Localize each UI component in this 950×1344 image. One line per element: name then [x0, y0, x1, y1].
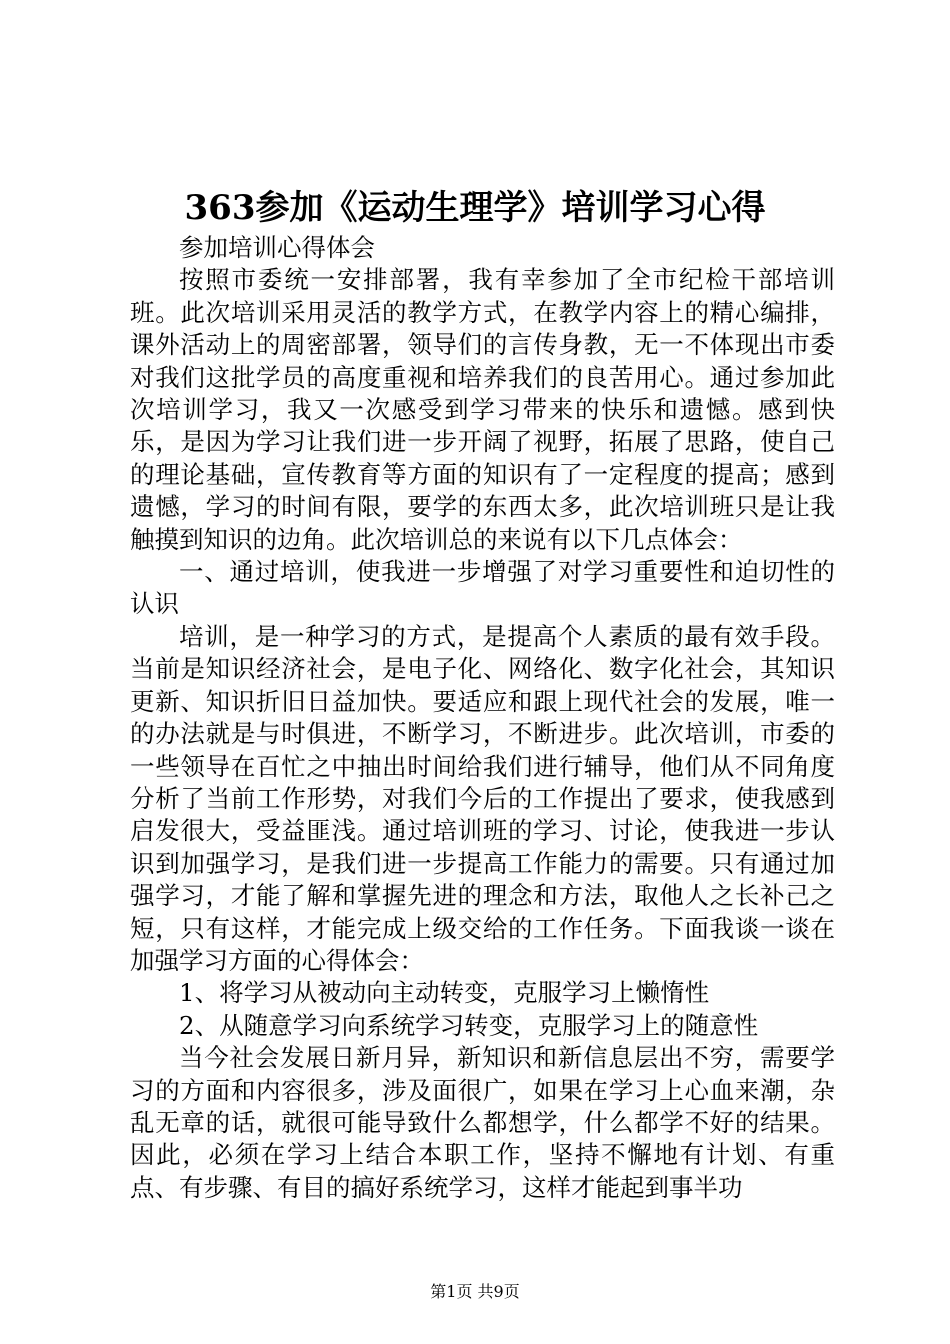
page-number-footer: 第1页 共9页	[430, 1282, 520, 1301]
document-body	[130, 232, 835, 1204]
section-heading: 一、通过培训，使我进一步增强了对学习重要性和迫切性的认识	[130, 557, 835, 619]
document-title: 363参加《运动生理学》培训学习心得	[184, 188, 766, 228]
paragraph: 按照市委统一安排部署，我有幸参加了全市纪检干部培训班。此次培训采用灵活的教学方式，在教学内容上的精心编排，课外活动上的周密部署，领导们的言传身教，无一不体现出市委对我们这批学员的高度重视和培养我们的良苦用心。通过参加此次培训学习，我又一次感受到学习带来的快乐和遗憾。感到快乐，是因为学习让我们进一步开阔了视野，拓展了思路，使自己的理论基础，宣传教育等方面的知识有了一定程度的提高；感到遗憾，学习的时间有限，要学的东西太多，此次培训班只是让我触摸到知识的边角。此次培训总的来说有以下几点体会：	[130, 265, 835, 554]
paragraph-heading: 参加培训心得体会	[179, 233, 375, 262]
paragraph: 当今社会发展日新月异，新知识和新信息层出不穷，需要学习的方面和内容很多，涉及面很广，如果在学习上心血来潮，杂乱无章的话，就很可能导致什么都想学，什么都学不好的结果。因此，必须在学习上结合本职工作，坚持不懈地有计划、有重点、有步骤、有目的搞好系统学习，这样才能起到事半功	[130, 1043, 835, 1202]
list-item: 1、将学习从被动向主动转变，克服学习上懒惰性	[179, 978, 710, 1008]
list-item: 2、从随意学习向系统学习转变，克服学习上的随意性	[179, 1010, 759, 1040]
paragraph: 培训，是一种学习的方式，是提高个人素质的最有效手段。当前是知识经济社会，是电子化、网络化、数字化社会，其知识更新、知识折旧日益加快。要适应和跟上现代社会的发展，唯一的办法就是与时俱进，不断学习，不断进步。此次培训，市委的一些领导在百忙之中抽出时间给我们进行辅导，他们从不同角度分析了当前工作形势，对我们今后的工作提出了要求，使我感到启发很大，受益匪浅。通过培训班的学习、讨论，使我进一步认识到加强学习，是我们进一步提高工作能力的需要。只有通过加强学习，才能了解和掌握先进的理念和方法，取他人之长补己之短，只有这样，才能完成上级交给的工作任务。下面我谈一谈在加强学习方面的心得体会：	[130, 621, 835, 975]
